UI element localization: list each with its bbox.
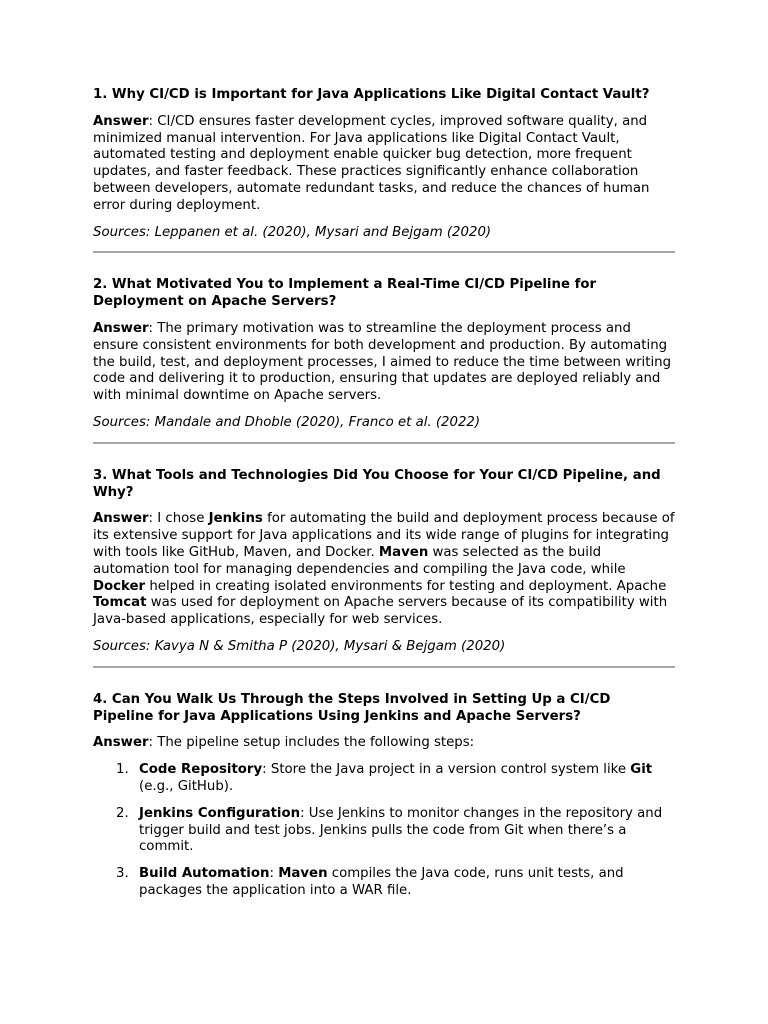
step-bold-term: Maven (278, 866, 328, 882)
step-text: compiles the Java code, runs unit tests, and packages the application into a WAR file. (139, 866, 624, 898)
list-number: 3. (116, 866, 129, 882)
horizontal-divider (93, 251, 675, 253)
step-title: Build Automation (139, 866, 270, 882)
sources-line: Sources: Mandale and Dhoble (2020), Franco et al. (2022) (93, 414, 481, 430)
list-item (93, 762, 675, 796)
question-heading: 1. Why CI/CD is Important for Java Applications Like Digital Contact Vault? (93, 87, 650, 102)
answer-text: for automating the build and deployment process because of its extensive support for Java applications and its wide range of plugins for integrating with tools like GitHub, Maven, and Docker. (93, 511, 675, 560)
horizontal-divider (93, 666, 675, 668)
tool-name-docker: Docker (93, 578, 146, 594)
list-number: 1. (116, 762, 129, 778)
question-heading: 4. Can You Walk Us Through the Steps Involved in Setting Up a CI/CD Pipeline for Java Applications Using Jenkins and Apache Servers? (93, 691, 611, 724)
answer-text: : The pipeline setup includes the following steps: (148, 735, 475, 751)
answer-label: Answer (93, 113, 149, 129)
step-text: : Store the Java project in a version control system like (262, 762, 631, 778)
document-page (93, 87, 675, 910)
answer-text: : CI/CD ensures faster development cycles, improved software quality, and minimized manual intervention. For Java applications like Digital Contact Vault, automated testing and deployment enable quicker bug detection, more frequent updates, and faster feedback. These practices significantly enhance collaboration between developers, automate redundant tasks, and reduce the chances of human error during deployment. (93, 113, 650, 213)
answer-paragraph (93, 321, 675, 405)
step-title: Code Repository (139, 762, 263, 778)
sources-line: Sources: Kavya N & Smitha P (2020), Mysari & Bejgam (2020) (93, 638, 506, 654)
qa-section-3 (93, 468, 675, 668)
step-bold-term: Git (630, 762, 653, 778)
answer-text: : The primary motivation was to streamline the deployment process and ensure consistent environments for both development and production. By automating the build, test, and deployment processes, I aimed to reduce the time between writing code and delivering it to production, ensuring that updates are deployed reliably and with minimal downtime on Apache servers. (93, 320, 672, 404)
answer-text: was used for deployment on Apache servers because of its compatibility with Java-based applications, especially for web services. (93, 595, 668, 628)
question-heading: 2. What Motivated You to Implement a Real-Time CI/CD Pipeline for Deployment on Apache Servers? (93, 277, 597, 310)
question-heading: 3. What Tools and Technologies Did You Choose for Your CI/CD Pipeline, and Why? (93, 467, 661, 500)
step-title: Jenkins Configuration (139, 805, 301, 821)
answer-text: helped in creating isolated environments for testing and deployment. Apache (145, 578, 667, 594)
step-text: : (269, 866, 279, 882)
qa-section-1 (93, 87, 675, 253)
tool-name-tomcat: Tomcat (93, 595, 147, 611)
qa-section-4 (93, 692, 675, 900)
answer-paragraph (93, 114, 675, 215)
answer-label: Answer (93, 511, 149, 527)
tool-name-jenkins: Jenkins (208, 511, 263, 527)
qa-section-2 (93, 277, 675, 443)
answer-label: Answer (93, 320, 149, 336)
step-text: : Use Jenkins to monitor changes in the repository and trigger build and test jobs. Jenkins pulls the code from Git when there’s a commit. (139, 805, 663, 855)
answer-text: : I chose (148, 511, 209, 527)
list-item (93, 866, 675, 900)
tool-name-maven: Maven (378, 544, 429, 560)
answer-paragraph (93, 735, 675, 752)
answer-text: was selected as the build automation tool for managing dependencies and compiling the Java code, while (93, 544, 626, 577)
steps-list (93, 762, 675, 900)
horizontal-divider (93, 442, 675, 444)
list-item (93, 806, 675, 856)
answer-paragraph (93, 511, 675, 629)
answer-label: Answer (93, 735, 149, 751)
sources-line: Sources: Leppanen et al. (2020), Mysari and Bejgam (2020) (93, 224, 492, 240)
list-number: 2. (116, 805, 129, 821)
step-text: (e.g., GitHub). (139, 778, 234, 794)
